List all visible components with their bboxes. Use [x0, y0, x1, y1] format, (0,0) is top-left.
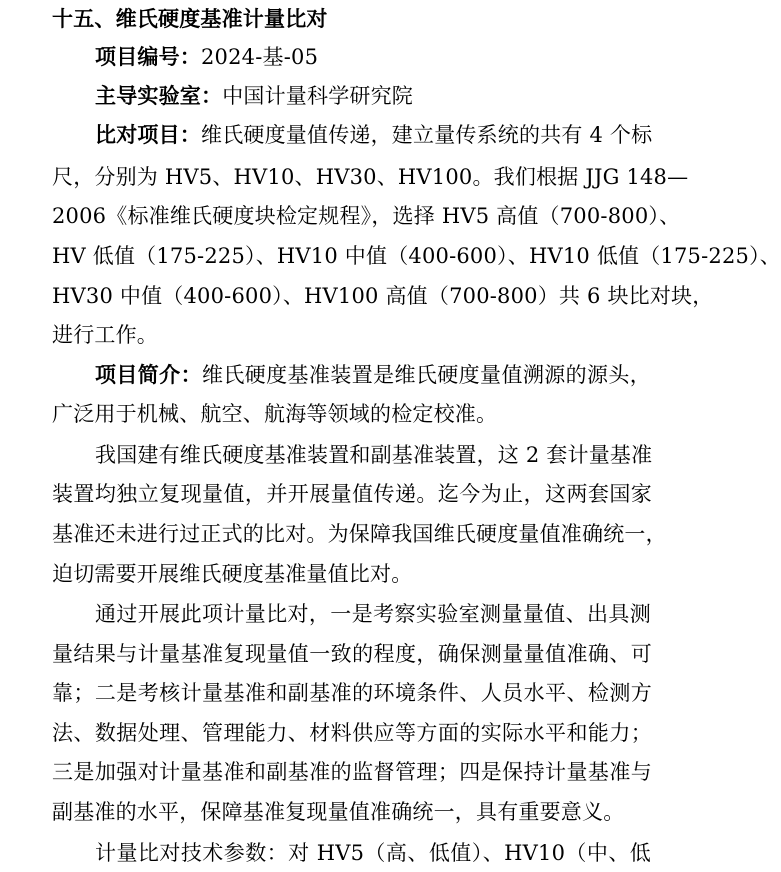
- project-number-row: [95, 38, 318, 76]
- lead-lab-label: 主导实验室：: [95, 84, 223, 108]
- comparison-item-line: HV 低值（175-225）、HV10 中值（400-600）、HV10 低值（175-225）、: [52, 244, 781, 268]
- comparison-item-line: HV30 中值（400-600）、HV100 高值（700-800）共 6 块比对块，: [52, 284, 714, 308]
- comparison-item-line: 进行工作。: [52, 323, 158, 347]
- project-intro-label: 项目简介：: [95, 363, 202, 387]
- paragraph-line: 靠；二是考核计量基准和副基准的环境条件、人员水平、检测方: [52, 681, 652, 705]
- paragraph-line: 我国建有维氏硬度基准装置和副基准装置，这 2 套计量基准: [95, 443, 653, 467]
- paragraph-line: 三是加强对计量基准和副基准的监督管理；四是保持计量基准与: [52, 760, 652, 784]
- paragraph-line: 计量比对技术参数：对 HV5（高、低值）、HV10（中、低: [95, 841, 651, 865]
- lead-lab-row: [95, 77, 413, 115]
- comparison-item-first-line: [95, 116, 651, 154]
- project-number-value: 2024-基-05: [201, 45, 319, 69]
- paragraph-line: 基准还未进行过正式的比对。为保障我国维氏硬度量值准确统一，: [52, 522, 667, 546]
- section-title: 十五、维氏硬度基准计量比对: [52, 7, 328, 31]
- comparison-item-label: 比对项目：: [95, 123, 201, 147]
- paragraph-line: 通过开展此项计量比对，一是考察实验室测量量值、出具测: [95, 602, 651, 626]
- project-intro-text: 维氏硬度基准装置是维氏硬度量值溯源的源头，: [201, 363, 652, 387]
- comparison-item-text: 维氏硬度量值传递，建立量传系统的共有 4 个标: [201, 123, 653, 147]
- comparison-item-line: 2006《标准维氏硬度块检定规程》，选择 HV5 高值（700-800）、: [52, 204, 681, 228]
- paragraph-line: 装置均独立复现量值，并开展量值传递。迄今为止，这两套国家: [52, 482, 652, 506]
- project-number-label: 项目编号：: [95, 45, 201, 69]
- paragraph-line: 量结果与计量基准复现量值一致的程度，确保测量量值准确、可: [52, 642, 652, 666]
- paragraph-line: 法、数据处理、管理能力、材料供应等方面的实际水平和能力；: [52, 721, 652, 745]
- lead-lab-value: 中国计量科学研究院: [222, 84, 414, 108]
- project-intro-first-line: [95, 356, 651, 394]
- project-intro-line: 广泛用于机械、航空、航海等领域的检定校准。: [52, 402, 498, 426]
- paragraph-line: 迫切需要开展维氏硬度基准量值比对。: [52, 562, 413, 586]
- paragraph-line: 副基准的水平，保障基准复现量值准确统一，具有重要意义。: [52, 800, 625, 824]
- comparison-item-line: 尺，分别为 HV5、HV10、HV30、HV100。我们根据 JJG 148—: [52, 165, 689, 189]
